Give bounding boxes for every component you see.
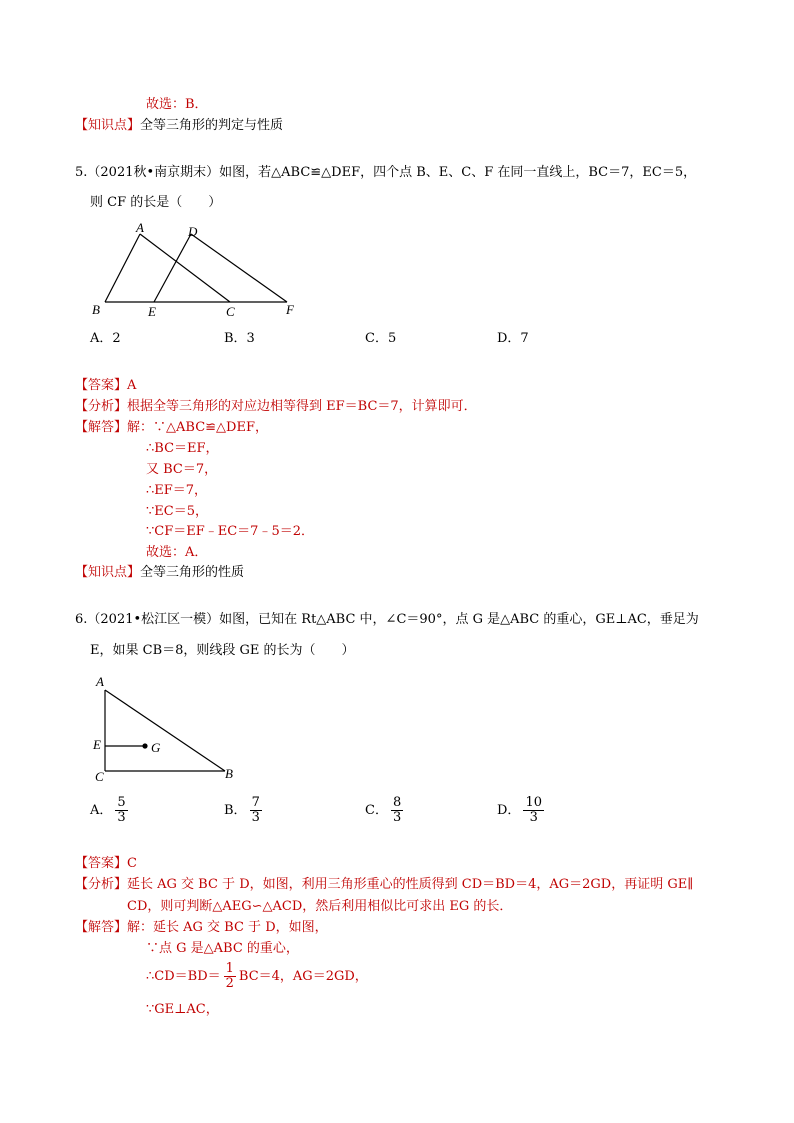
knowledge-text: 全等三角形的性质 — [140, 565, 245, 580]
q5-option-d: D．7 — [497, 331, 529, 346]
q6-solution-line-4: ∵GE⊥AC， — [146, 1002, 219, 1017]
q6-analysis-line-2: CD，则可判断△AEG∽△ACD，然后利用相似比可求出 EG 的长． — [127, 899, 513, 914]
knowledge-tag: 【知识点】 — [75, 565, 141, 580]
q5-solution-line-2: ∴BC＝EF， — [146, 441, 219, 456]
q5-analysis — [75, 397, 477, 417]
option-letter: C． — [365, 803, 388, 818]
solution-line: 解：延长 AG 交 BC 于 D，如图， — [127, 920, 328, 935]
option-fraction — [115, 796, 127, 825]
segment-df — [191, 234, 287, 302]
q5-solution-line-5: ∵EC＝5， — [146, 504, 208, 519]
q6-solution-line-3 — [146, 962, 368, 991]
numerator: 7 — [251, 795, 260, 810]
label-b: B — [225, 766, 233, 781]
q4-knowledge-point — [75, 116, 283, 136]
label-a: A — [136, 220, 144, 235]
q5-solution-line-7: 故选：A． — [146, 545, 208, 560]
denominator: 3 — [529, 810, 538, 825]
analysis-text-1: 延长 AG 交 BC 于 D，如图，利用三角形重心的性质得到 CD＝BD＝4，AG＝2GD，再证明 GE∥ — [127, 877, 694, 892]
q6-option-a — [90, 796, 131, 825]
q6-option-b — [224, 796, 265, 825]
analysis-tag: 【分析】 — [75, 877, 128, 892]
knowledge-tag: 【知识点】 — [75, 118, 141, 133]
numerator: 8 — [392, 795, 402, 810]
q5-option-a: A．2 — [90, 331, 121, 346]
q6-option-c — [365, 796, 406, 825]
q6-solution-line-2: ∵点 G 是△ABC 的重心， — [146, 941, 299, 956]
q5-figure — [80, 218, 310, 323]
q5-solution-first — [75, 418, 268, 438]
denominator: 3 — [117, 810, 126, 825]
q6-figure — [85, 670, 245, 785]
option-letter: B． — [224, 803, 247, 818]
label-g: G — [151, 740, 161, 755]
label-d: D — [188, 224, 198, 239]
answer-tag: 【答案】 — [75, 378, 128, 393]
answer-value: A — [127, 378, 137, 393]
analysis-text: 根据全等三角形的对应边相等得到 EF＝BC＝7，计算即可． — [127, 399, 477, 414]
q5-option-c: C．5 — [365, 331, 397, 346]
segment-ab — [105, 690, 225, 771]
solution-text-pre: ∴CD＝BD＝ — [146, 969, 221, 984]
q5-solution-line-4: ∴EF＝7， — [146, 483, 208, 498]
label-c: C — [95, 769, 104, 784]
label-a: A — [96, 674, 104, 689]
label-c: C — [226, 304, 235, 319]
q4-select-line: 故选：B． — [146, 97, 208, 112]
denominator: 3 — [392, 810, 402, 825]
answer-tag: 【答案】 — [75, 856, 128, 871]
solution-tag: 【解答】 — [75, 920, 128, 935]
q5-stem-line-1: 5.（2021秋•南京期末）如图，若△ABC≌△DEF，四个点 B、E、C、F 在同一直线上，BC＝7，EC＝5， — [75, 165, 697, 180]
numerator: 10 — [525, 795, 542, 810]
q5-option-b: B．3 — [224, 331, 255, 346]
label-f: F — [286, 302, 294, 317]
q6-analysis — [75, 875, 693, 895]
q6-stem-line-2: E，如果 CB＝8，则线段 GE 的长为（ ） — [90, 643, 355, 658]
denominator: 3 — [251, 810, 260, 825]
solution-tag: 【解答】 — [75, 420, 128, 435]
q5-solution-line-6: ∵CF＝EF﹣EC＝7﹣5＝2． — [146, 524, 314, 539]
answer-value: C — [127, 856, 137, 871]
analysis-tag: 【分析】 — [75, 399, 128, 414]
option-fraction — [523, 796, 544, 825]
denominator: 2 — [225, 976, 234, 991]
q6-solution-first — [75, 918, 328, 938]
q6-answer — [75, 854, 137, 874]
label-b: B — [92, 302, 100, 317]
option-fraction — [250, 796, 262, 825]
point-g — [142, 743, 147, 748]
q5-knowledge-point — [75, 563, 244, 583]
q6-stem-line-1: 6.（2021•松江区一模）如图，已知在 Rt△ABC 中，∠C＝90°，点 G 是△ABC 的重心，GE⊥AC，垂足为 — [75, 612, 699, 627]
knowledge-text: 全等三角形的判定与性质 — [140, 118, 284, 133]
option-letter: A． — [90, 803, 113, 818]
half-fraction — [224, 962, 236, 991]
numerator: 1 — [225, 961, 234, 976]
solution-text-post: BC＝4，AG＝2GD， — [238, 969, 368, 984]
solution-line: 解：∵△ABC≌△DEF， — [127, 420, 268, 435]
option-fraction — [391, 796, 403, 825]
q5-solution-line-3: 又 BC＝7， — [146, 462, 218, 477]
segment-ba — [105, 234, 140, 302]
q6-option-d — [497, 796, 547, 825]
q5-stem-line-2: 则 CF 的长是（ ） — [90, 195, 222, 210]
numerator: 5 — [117, 795, 126, 810]
option-letter: D． — [497, 803, 521, 818]
label-e: E — [148, 304, 156, 319]
q5-answer — [75, 376, 136, 396]
label-e: E — [93, 737, 101, 752]
